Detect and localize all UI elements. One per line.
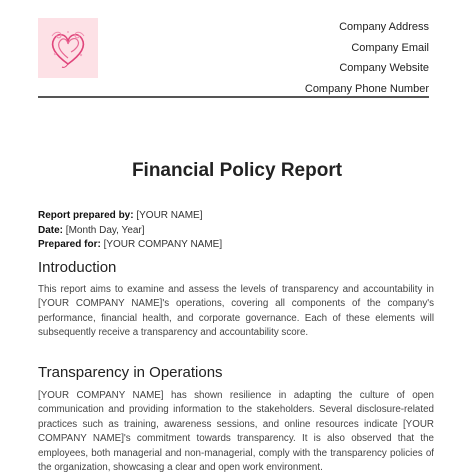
company-logo [38, 18, 98, 78]
prepared-for-value: [YOUR COMPANY NAME] [100, 239, 223, 250]
heart-swirl-icon [44, 24, 92, 72]
date-label: Date: [38, 224, 64, 236]
date-value: [Month Day, Year] [63, 224, 145, 236]
company-contact-block [305, 17, 429, 99]
section-heading-transparency: Transparency in Operations [38, 364, 223, 381]
company-phone: Company Phone Number [304, 82, 429, 95]
prepared-by-value: [YOUR NAME] [133, 210, 203, 221]
prepared-for-label: Prepared for: [38, 239, 101, 250]
header-divider [38, 96, 429, 98]
section-heading-introduction: Introduction [38, 259, 117, 276]
report-meta [38, 209, 222, 253]
company-website: Company Website [339, 62, 429, 74]
section-body-transparency: [YOUR COMPANY NAME] has shown resilience in adapting the culture of open communication and providing information to the stakeholders. Several disclosure-related practices such as training, awareness sessions, and online resources indicate [YOUR COMPANY NAME]'s commitment towards transparency. It is also observed that the employees, both managerial and non-managerial, comply with the transparency policies of the organization, showcasing a clear and open work environment. [38, 390, 434, 474]
section-body-introduction: This report aims to examine and assess the levels of transparency and accountability in [YOUR COMPANY NAME]'s operations, covering all components of the company's performance, financial health, and corporate governance. Each of these elements will subsequently receive a transparency and accountability score. [38, 284, 434, 339]
prepared-for-line [38, 238, 222, 253]
date-line [38, 224, 222, 239]
company-email: Company Email [351, 41, 429, 54]
document-title: Financial Policy Report [131, 160, 343, 181]
prepared-by-label: Report prepared by: [38, 210, 134, 221]
company-address: Company Address [339, 21, 429, 33]
prepared-by-line [38, 209, 222, 224]
